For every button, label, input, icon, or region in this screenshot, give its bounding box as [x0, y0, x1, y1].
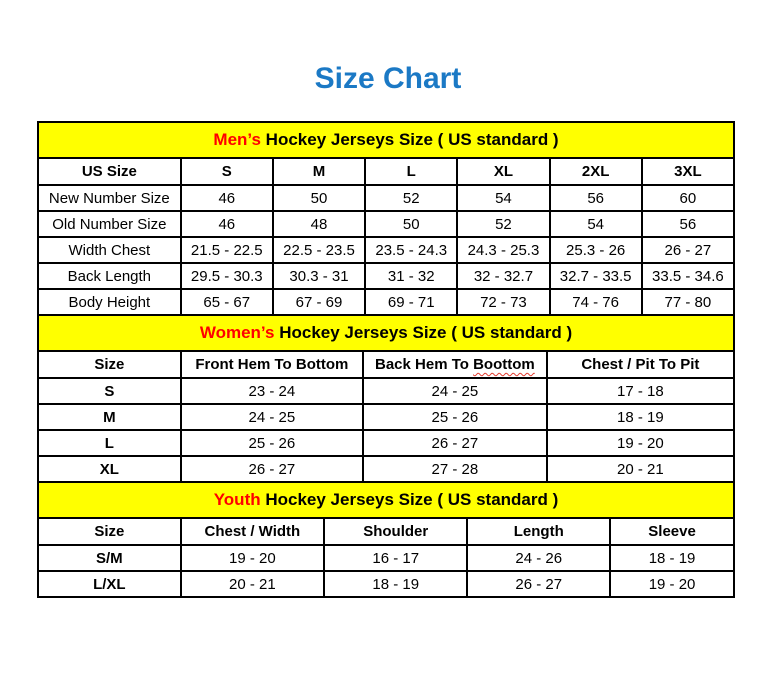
value-cell: 72 - 73	[457, 289, 549, 315]
value-cell: 20 - 21	[547, 456, 734, 482]
column-header-row-mens	[38, 158, 734, 185]
column-header: Front Hem To Bottom	[181, 351, 363, 378]
value-cell: 24 - 26	[467, 545, 610, 571]
value-cell: 56	[642, 211, 734, 237]
table-row	[38, 545, 734, 571]
table-row	[38, 378, 734, 404]
row-label: Old Number Size	[38, 211, 181, 237]
row-label: Width Chest	[38, 237, 181, 263]
row-label: L/XL	[38, 571, 181, 597]
value-cell: 25 - 26	[363, 404, 547, 430]
value-cell: 46	[181, 185, 273, 211]
value-cell: 27 - 28	[363, 456, 547, 482]
value-cell: 19 - 20	[610, 571, 734, 597]
row-label: New Number Size	[38, 185, 181, 211]
row-label: S/M	[38, 545, 181, 571]
section-heading-row-youth	[38, 482, 734, 518]
value-cell: 50	[273, 185, 365, 211]
value-cell: 25 - 26	[181, 430, 363, 456]
value-cell: 32 - 32.7	[457, 263, 549, 289]
table-row	[38, 211, 734, 237]
value-cell: 17 - 18	[547, 378, 734, 404]
value-cell: 74 - 76	[550, 289, 642, 315]
column-header: US Size	[38, 158, 181, 185]
table-row	[38, 571, 734, 597]
value-cell: 26 - 27	[363, 430, 547, 456]
size-table-womens	[37, 314, 735, 483]
value-cell: 18 - 19	[610, 545, 734, 571]
value-cell: 23 - 24	[181, 378, 363, 404]
row-label: L	[38, 430, 181, 456]
value-cell: 29.5 - 30.3	[181, 263, 273, 289]
value-cell: 67 - 69	[273, 289, 365, 315]
column-header: Sleeve	[610, 518, 734, 545]
column-header: Back Hem To Boottom	[363, 351, 547, 378]
size-chart-tables	[37, 121, 735, 598]
value-cell: 52	[365, 185, 457, 211]
column-header: Chest / Pit To Pit	[547, 351, 734, 378]
value-cell: 48	[273, 211, 365, 237]
column-header: XL	[457, 158, 549, 185]
table-row	[38, 263, 734, 289]
value-cell: 26 - 27	[467, 571, 610, 597]
value-cell: 25.3 - 26	[550, 237, 642, 263]
table-row	[38, 456, 734, 482]
section-heading-accent: Men’s	[213, 130, 261, 149]
value-cell: 33.5 - 34.6	[642, 263, 734, 289]
value-cell: 19 - 20	[181, 545, 324, 571]
row-label: M	[38, 404, 181, 430]
value-cell: 52	[457, 211, 549, 237]
section-heading-accent: Youth	[213, 490, 261, 509]
value-cell: 30.3 - 31	[273, 263, 365, 289]
value-cell: 60	[642, 185, 734, 211]
size-table-youth	[37, 481, 735, 598]
row-label: Body Height	[38, 289, 181, 315]
value-cell: 22.5 - 23.5	[273, 237, 365, 263]
column-header: Chest / Width	[181, 518, 324, 545]
column-header: 3XL	[642, 158, 734, 185]
section-heading-text: Hockey Jerseys Size ( US standard )	[274, 323, 573, 342]
section-heading-mens	[38, 122, 734, 158]
value-cell: 26 - 27	[181, 456, 363, 482]
value-cell: 19 - 20	[547, 430, 734, 456]
value-cell: 31 - 32	[365, 263, 457, 289]
value-cell: 54	[457, 185, 549, 211]
table-row	[38, 185, 734, 211]
section-heading-text: Hockey Jerseys Size ( US standard )	[260, 490, 559, 509]
page-title: Size Chart	[314, 62, 462, 95]
column-header-row-youth	[38, 518, 734, 545]
table-row	[38, 289, 734, 315]
value-cell: 16 - 17	[324, 545, 467, 571]
column-header: Length	[467, 518, 610, 545]
value-cell: 54	[550, 211, 642, 237]
value-cell: 24 - 25	[181, 404, 363, 430]
value-cell: 65 - 67	[181, 289, 273, 315]
value-cell: 21.5 - 22.5	[181, 237, 273, 263]
value-cell: 23.5 - 24.3	[365, 237, 457, 263]
value-cell: 20 - 21	[181, 571, 324, 597]
value-cell: 24.3 - 25.3	[457, 237, 549, 263]
column-header: Size	[38, 518, 181, 545]
column-header: M	[273, 158, 365, 185]
value-cell: 18 - 19	[547, 404, 734, 430]
column-header: 2XL	[550, 158, 642, 185]
row-label: Back Length	[38, 263, 181, 289]
table-row	[38, 237, 734, 263]
column-header: S	[181, 158, 273, 185]
section-heading-youth	[38, 482, 734, 518]
row-label: S	[38, 378, 181, 404]
column-header-row-womens	[38, 351, 734, 378]
section-heading-row-mens	[38, 122, 734, 158]
value-cell: 32.7 - 33.5	[550, 263, 642, 289]
column-header: Size	[38, 351, 181, 378]
section-heading-text: Hockey Jerseys Size ( US standard )	[260, 130, 559, 149]
table-row	[38, 404, 734, 430]
size-table-mens	[37, 121, 735, 316]
value-cell: 24 - 25	[363, 378, 547, 404]
row-label: XL	[38, 456, 181, 482]
value-cell: 56	[550, 185, 642, 211]
value-cell: 69 - 71	[365, 289, 457, 315]
value-cell: 26 - 27	[642, 237, 734, 263]
misspelled-word: Boottom	[473, 356, 535, 373]
section-heading-row-womens	[38, 315, 734, 351]
value-cell: 46	[181, 211, 273, 237]
value-cell: 50	[365, 211, 457, 237]
table-row	[38, 430, 734, 456]
column-header: Shoulder	[324, 518, 467, 545]
section-heading-womens	[38, 315, 734, 351]
column-header: L	[365, 158, 457, 185]
section-heading-accent: Women’s	[199, 323, 275, 342]
value-cell: 18 - 19	[324, 571, 467, 597]
value-cell: 77 - 80	[642, 289, 734, 315]
